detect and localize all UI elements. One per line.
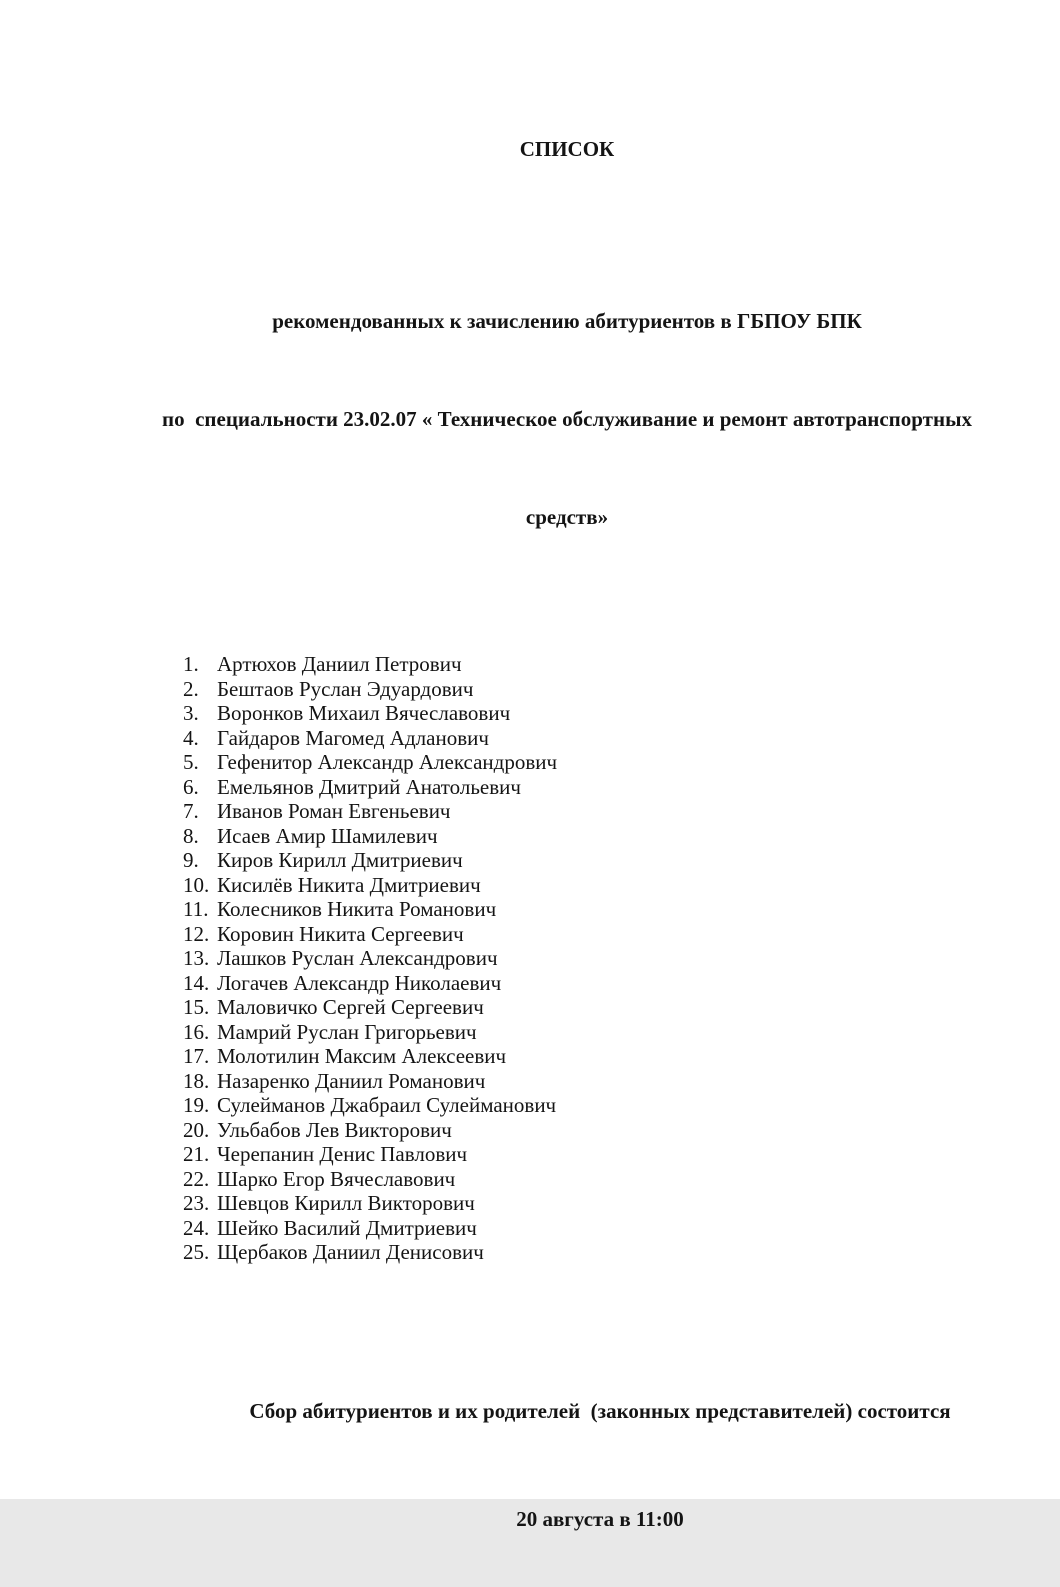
- item-number: 12.: [183, 921, 210, 946]
- item-name: Кисилёв Никита Дмитриевич: [217, 872, 481, 897]
- footer-line: 20 августа в 11:00: [516, 1506, 684, 1531]
- item-name: Коровин Никита Сергеевич: [217, 921, 464, 946]
- subtitle-line: по специальности 23.02.07 « Техническое обслуживание и ремонт автотранспортных: [161, 406, 972, 431]
- subtitle-line: средств»: [525, 504, 609, 529]
- list-item: [183, 677, 1060, 702]
- footer-line: Сбор абитуриентов и их родителей (законных представителей) состоится: [249, 1398, 951, 1423]
- applicant-list: [183, 652, 1060, 1265]
- item-number: 10.: [183, 872, 210, 897]
- item-name: Киров Кирилл Дмитриевич: [217, 848, 463, 872]
- item-name: Молотилин Максим Алексеевич: [217, 1044, 507, 1068]
- list-item: [183, 799, 1060, 824]
- item-number: 13.: [183, 946, 210, 970]
- item-number: 14.: [183, 970, 210, 995]
- item-number: 23.: [183, 1191, 210, 1215]
- item-name: Исаев Амир Шамилевич: [217, 823, 438, 848]
- item-number: 7.: [183, 799, 199, 823]
- item-number: 11.: [183, 897, 209, 921]
- item-number: 22.: [183, 1166, 210, 1191]
- item-number: 8.: [183, 823, 199, 848]
- item-number: 18.: [183, 1068, 210, 1093]
- list-item: [183, 652, 1060, 677]
- list-item: [183, 1093, 1060, 1118]
- item-name: Щербаков Даниил Денисович: [217, 1240, 484, 1264]
- item-name: Гефенитор Александр Александрович: [217, 750, 558, 774]
- item-number: 20.: [183, 1117, 210, 1142]
- item-number: 1.: [183, 652, 199, 676]
- list-item: [183, 848, 1060, 873]
- item-name: Ульбабов Лев Викторович: [217, 1117, 452, 1142]
- item-number: 21.: [183, 1142, 210, 1166]
- item-name: Артюхов Даниил Петрович: [217, 652, 462, 676]
- list-item: [183, 873, 1060, 898]
- list-item: [183, 1044, 1060, 1069]
- item-number: 16.: [183, 1019, 210, 1044]
- item-name: Черепанин Денис Павлович: [217, 1142, 468, 1166]
- list-item: [183, 1167, 1060, 1192]
- item-number: 6.: [183, 774, 199, 799]
- item-number: 5.: [183, 750, 199, 774]
- list-item: [183, 1069, 1060, 1094]
- item-name: Логачев Александр Николаевич: [217, 970, 502, 995]
- list-item: [183, 1191, 1060, 1216]
- item-name: Шейко Василий Дмитриевич: [217, 1215, 477, 1240]
- list-item: [183, 1240, 1060, 1265]
- item-name: Сулейманов Джабраил Сулейманович: [217, 1093, 557, 1117]
- item-number: 24.: [183, 1215, 210, 1240]
- subtitle-line: рекомендованных к зачислению абитуриентов в ГБПОУ БПК: [272, 308, 862, 333]
- item-name: Шевцов Кирилл Викторович: [217, 1191, 475, 1215]
- list-item: [183, 726, 1060, 751]
- item-number: 15.: [183, 995, 210, 1019]
- document-subtitle: [74, 211, 1060, 579]
- list-item: [183, 1020, 1060, 1045]
- list-item: [183, 946, 1060, 971]
- list-item: [183, 995, 1060, 1020]
- item-number: 9.: [183, 848, 199, 872]
- item-name: Шарко Егор Вячеславович: [217, 1166, 456, 1191]
- item-number: 19.: [183, 1093, 210, 1117]
- list-item: [183, 824, 1060, 849]
- item-name: Мамрий Руслан Григорьевич: [217, 1019, 477, 1044]
- document-title: СПИСОК: [519, 137, 615, 161]
- list-item: [183, 701, 1060, 726]
- item-name: Воронков Михаил Вячеславович: [217, 701, 511, 725]
- item-name: Назаренко Даниил Романович: [217, 1068, 486, 1093]
- list-item: [183, 971, 1060, 996]
- item-number: 25.: [183, 1240, 210, 1264]
- list-item: [183, 1142, 1060, 1167]
- item-number: 3.: [183, 701, 199, 725]
- footer-note: [140, 1290, 1060, 1587]
- list-item: [183, 775, 1060, 800]
- list-item: [183, 750, 1060, 775]
- document-header: [74, 0, 1060, 627]
- item-number: 17.: [183, 1044, 210, 1068]
- item-name: Емельянов Дмитрий Анатольевич: [217, 774, 521, 799]
- item-name: Гайдаров Магомед Адланович: [217, 725, 489, 750]
- list-item: [183, 1118, 1060, 1143]
- item-name: Лашков Руслан Александрович: [217, 946, 498, 970]
- item-number: 4.: [183, 725, 199, 750]
- item-name: Колесников Никита Романович: [217, 897, 497, 921]
- list-item: [183, 897, 1060, 922]
- list-item: [183, 1216, 1060, 1241]
- item-name: Маловичко Сергей Сергеевич: [217, 995, 484, 1019]
- item-name: Бештаов Руслан Эдуардович: [217, 676, 474, 701]
- item-number: 2.: [183, 676, 199, 701]
- list-item: [183, 922, 1060, 947]
- item-name: Иванов Роман Евгеньевич: [217, 799, 451, 823]
